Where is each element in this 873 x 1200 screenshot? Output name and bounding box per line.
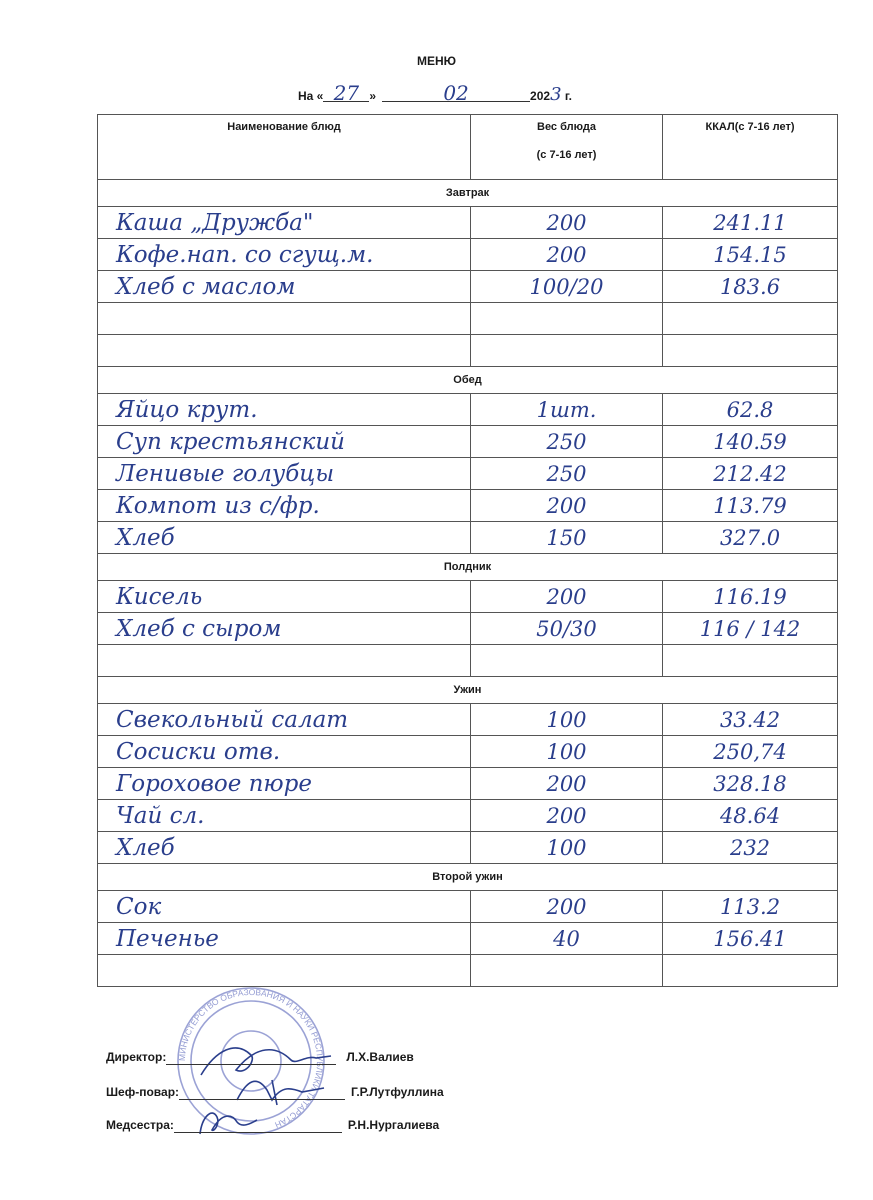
stamp-ring-text: МИНИСТЕРСТВО ОБРАЗОВАНИЯ И НАУКИ РЕСПУБЛИКИ ТАТАРСТАН xyxy=(176,986,326,1131)
dish-kcal xyxy=(663,955,838,987)
dish-weight: 200 xyxy=(471,800,663,832)
date-line xyxy=(298,81,572,105)
chef-label: Шеф-повар: xyxy=(106,1085,180,1099)
year-digit: 3 xyxy=(550,84,562,105)
date-day: 27 xyxy=(323,85,369,102)
dish-weight xyxy=(471,955,663,987)
table-row xyxy=(98,522,838,554)
section-row xyxy=(98,367,838,394)
dish-name: Каша „Дружба" xyxy=(98,207,471,239)
dish-weight xyxy=(471,335,663,367)
menu-title: МЕНЮ xyxy=(416,54,457,68)
nurse-sign-line xyxy=(174,1118,342,1133)
dish-weight: 50/30 xyxy=(471,613,663,645)
table-row xyxy=(98,271,838,303)
year-prefix: 202 xyxy=(530,89,551,103)
table-row xyxy=(98,704,838,736)
dish-weight xyxy=(471,645,663,677)
dish-name: Хлеб с сыром xyxy=(98,613,471,645)
dish-kcal: 327.0 xyxy=(663,522,838,554)
dish-kcal xyxy=(663,335,838,367)
dish-weight: 250 xyxy=(471,426,663,458)
dish-weight: 200 xyxy=(471,768,663,800)
dish-name: Печенье xyxy=(98,923,471,955)
table-row xyxy=(98,955,838,987)
section-row xyxy=(98,180,838,207)
section-title: Ужин xyxy=(98,677,838,704)
dish-weight: 100/20 xyxy=(471,271,663,303)
dish-kcal: 48.64 xyxy=(663,800,838,832)
director-sign-line xyxy=(166,1050,336,1065)
dish-kcal xyxy=(663,303,838,335)
section-row xyxy=(98,677,838,704)
table-row xyxy=(98,239,838,271)
dish-name xyxy=(98,335,471,367)
section-row xyxy=(98,864,838,891)
dish-name: Кисель xyxy=(98,581,471,613)
col-header-kcal: ККАЛ(с 7-16 лет) xyxy=(663,115,838,180)
table-row xyxy=(98,768,838,800)
dish-kcal: 232 xyxy=(663,832,838,864)
year-suffix: г. xyxy=(561,89,572,103)
table-row xyxy=(98,613,838,645)
dish-kcal: 156.41 xyxy=(663,923,838,955)
dish-weight: 150 xyxy=(471,522,663,554)
director-label: Директор: xyxy=(106,1050,167,1064)
table-row xyxy=(98,891,838,923)
dish-weight: 40 xyxy=(471,923,663,955)
dish-kcal: 62.8 xyxy=(663,394,838,426)
table-row xyxy=(98,800,838,832)
dish-name xyxy=(98,303,471,335)
sign-row-chef xyxy=(106,1085,444,1100)
dish-name: Кофе.нап. со сгущ.м. xyxy=(98,239,471,271)
dish-kcal: 241.11 xyxy=(663,207,838,239)
dish-kcal: 33.42 xyxy=(663,704,838,736)
chef-name: Г.Р.Лутфуллина xyxy=(351,1085,444,1099)
table-row xyxy=(98,426,838,458)
dish-name: Гороховое пюре xyxy=(98,768,471,800)
dish-kcal: 116.19 xyxy=(663,581,838,613)
dish-weight: 200 xyxy=(471,490,663,522)
table-row xyxy=(98,581,838,613)
table-row xyxy=(98,394,838,426)
dish-name xyxy=(98,645,471,677)
table-row xyxy=(98,490,838,522)
dish-name: Ленивые голубцы xyxy=(98,458,471,490)
dish-name: Хлеб xyxy=(98,522,471,554)
dish-kcal: 154.15 xyxy=(663,239,838,271)
dish-kcal: 183.6 xyxy=(663,271,838,303)
dish-name: Сок xyxy=(98,891,471,923)
section-title: Полдник xyxy=(98,554,838,581)
dish-weight: 100 xyxy=(471,832,663,864)
col-header-name: Наименование блюд xyxy=(98,115,471,180)
dish-name: Суп крестьянский xyxy=(98,426,471,458)
section-row xyxy=(98,554,838,581)
chef-sign-line xyxy=(179,1085,345,1100)
table-header-row xyxy=(98,115,838,180)
dish-name: Компот из с/фр. xyxy=(98,490,471,522)
table-row xyxy=(98,736,838,768)
table-row xyxy=(98,207,838,239)
date-month: 02 xyxy=(382,85,530,102)
dish-weight: 100 xyxy=(471,704,663,736)
dish-weight: 200 xyxy=(471,581,663,613)
dish-name: Хлеб с маслом xyxy=(98,271,471,303)
dish-name: Хлеб xyxy=(98,832,471,864)
section-title: Завтрак xyxy=(98,180,838,207)
dish-kcal: 212.42 xyxy=(663,458,838,490)
dish-weight: 200 xyxy=(471,207,663,239)
dish-weight: 200 xyxy=(471,891,663,923)
dish-name xyxy=(98,955,471,987)
dish-name: Чай сл. xyxy=(98,800,471,832)
director-name: Л.Х.Валиев xyxy=(346,1050,414,1064)
dish-kcal: 250,74 xyxy=(663,736,838,768)
sign-row-director xyxy=(106,1050,414,1065)
table-row xyxy=(98,923,838,955)
table-row xyxy=(98,335,838,367)
dish-weight: 1шт. xyxy=(471,394,663,426)
table-row xyxy=(98,832,838,864)
dish-name: Яйцо крут. xyxy=(98,394,471,426)
dish-weight: 200 xyxy=(471,239,663,271)
section-title: Обед xyxy=(98,367,838,394)
dish-name: Свекольный салат xyxy=(98,704,471,736)
table-row xyxy=(98,458,838,490)
dish-kcal: 328.18 xyxy=(663,768,838,800)
nurse-label: Медсестра: xyxy=(106,1118,174,1132)
dish-weight xyxy=(471,303,663,335)
table-row xyxy=(98,645,838,677)
section-title: Второй ужин xyxy=(98,864,838,891)
dish-kcal: 140.59 xyxy=(663,426,838,458)
col-header-weight: Вес блюда (с 7-16 лет) xyxy=(471,115,663,180)
dish-kcal xyxy=(663,645,838,677)
dish-kcal: 113.2 xyxy=(663,891,838,923)
menu-table xyxy=(97,114,838,987)
nurse-name: Р.Н.Нургалиева xyxy=(347,1118,440,1132)
dish-name: Сосиски отв. xyxy=(98,736,471,768)
sign-row-nurse xyxy=(106,1118,439,1133)
dish-weight: 100 xyxy=(471,736,663,768)
table-row xyxy=(98,303,838,335)
dish-kcal: 116 / 142 xyxy=(663,613,838,645)
dish-weight: 250 xyxy=(471,458,663,490)
dish-kcal: 113.79 xyxy=(663,490,838,522)
date-prefix: На « xyxy=(298,89,324,103)
date-mid: » xyxy=(369,89,377,103)
